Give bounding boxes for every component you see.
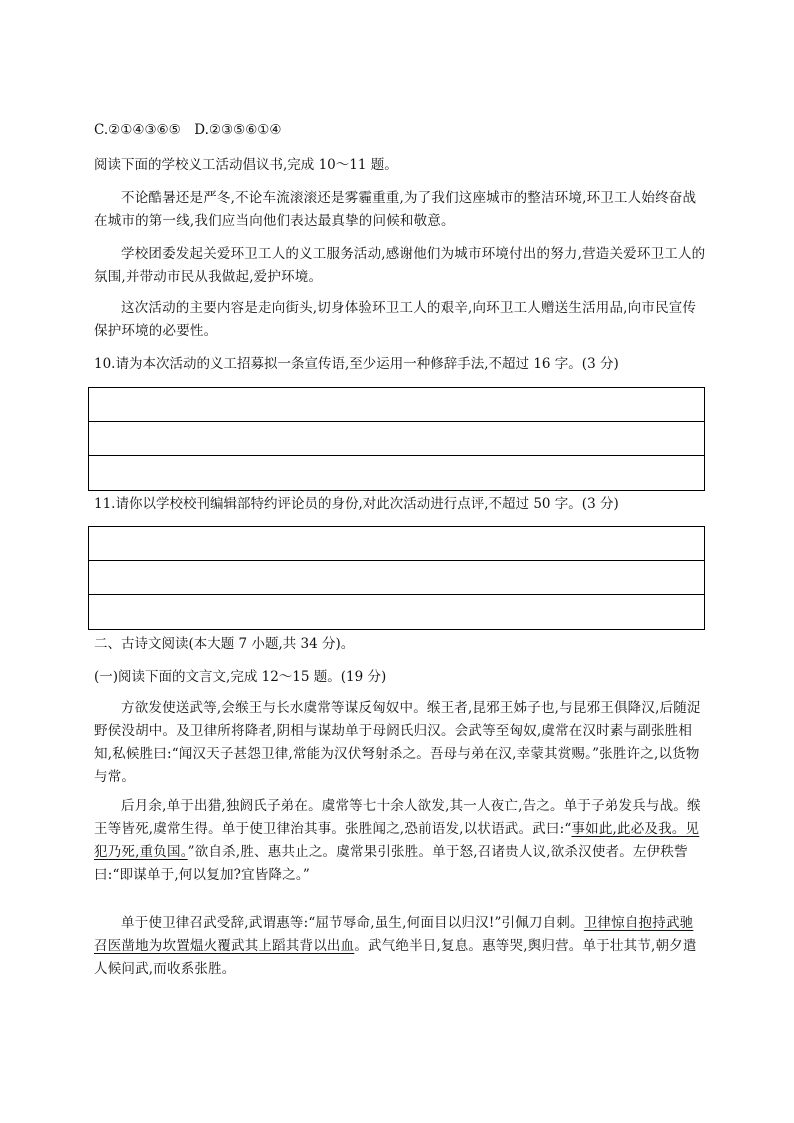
classical-paragraph-1: 方欲发使送武等,会缑王与长水虞常等谋反匈奴中。缑王者,昆邪王姊子也,与昆邪王俱降汉,后随浞野侯没胡中。及卫律所将降者,阴相与谋劫单于母阏氏归汉。会武等至匈奴,虞常在汉时素与副张胜相知,私候胜曰:“闻汉天子甚怨卫律,常能为汉伏弩射杀之。吾母与弟在汉,幸蒙其赏赐。”张胜许之,以货物与常。 bbox=[94, 700, 701, 785]
answer-box-q10[interactable] bbox=[88, 387, 705, 491]
choice-options-line: C.②①④③⑥⑤ D.②③⑤⑥①④ bbox=[94, 122, 282, 138]
answer-line[interactable] bbox=[89, 595, 704, 629]
classical-paragraph-2-text-a: 后月余,单于出猎,独阏氏子弟在。虞常等七十余人欲发,其一人夜亡,告之。单于子弟发兵与战。缑王等皆死,虞常生得。单于使卫律治其事。张胜闻之,恐前语发,以状语武。武曰:“ bbox=[94, 798, 701, 837]
reading-instruction-10-11: 阅读下面的学校义工活动倡议书,完成 10～11 题。 bbox=[94, 157, 398, 173]
proposal-paragraph-1: 不论酷暑还是严冬,不论车流滚滚还是雾霾重重,为了我们这座城市的整洁环境,环卫工人始终奋战在城市的第一线,我们应当向他们表达最真挚的问候和敬意。 bbox=[94, 190, 697, 229]
question-10: 10.请为本次活动的义工招募拟一条宣传语,至少运用一种修辞手法,不超过 16 字。(3 分) bbox=[94, 356, 619, 372]
classical-paragraph-2-text-b: ”欲自杀,胜、惠共止之。虞常果引张胜。单于怒,召诸贵人议,欲杀汉使者。左伊秩訾曰:“即谋单于,何以复加?宜皆降之。” bbox=[94, 844, 688, 883]
section-2-heading: 二、古诗文阅读(本大题 7 小题,共 34 分)。 bbox=[94, 636, 355, 652]
classical-paragraph-3-text-a: 单于使卫律召武受辞,武谓惠等:“屈节辱命,虽生,何面目以归汉!”引佩刀自刺。 bbox=[121, 915, 584, 931]
classical-paragraph-3 bbox=[94, 912, 706, 981]
classical-paragraph-3-text-b: 。武气绝半日,复息。惠等哭,舆归营。单于壮其节,朝夕遣人候问武,而收系张胜。 bbox=[94, 938, 697, 977]
underlined-sentence-2: 卫律惊自抱持武驰召医凿地为坎置煴火覆武其上蹈其背以出血 bbox=[94, 915, 694, 954]
proposal-paragraph-3: 这次活动的主要内容是走向街头,切身体验环卫工人的艰辛,向环卫工人赠送生活用品,向市民宣传保护环境的必要性。 bbox=[94, 300, 697, 339]
answer-line[interactable] bbox=[89, 561, 704, 595]
classical-reading-instruction: (一)阅读下面的文言文,完成 12～15 题。(19 分) bbox=[94, 669, 387, 685]
question-11: 11.请你以学校校刊编辑部特约评论员的身份,对此次活动进行点评,不超过 50 字。(3 分) bbox=[94, 496, 619, 512]
underlined-sentence-1: 事如此,此必及我。见犯乃死,重负国。 bbox=[94, 821, 700, 860]
answer-line[interactable] bbox=[89, 422, 704, 456]
proposal-paragraph-2: 学校团委发起关爱环卫工人的义工服务活动,感谢他们为城市环境付出的努力,营造关爱环卫工人的氛围,并带动市民从我做起,爱护环境。 bbox=[94, 246, 706, 285]
answer-line[interactable] bbox=[89, 388, 704, 422]
answer-box-q11[interactable] bbox=[88, 526, 705, 630]
answer-line[interactable] bbox=[89, 456, 704, 490]
answer-line[interactable] bbox=[89, 527, 704, 561]
classical-paragraph-2 bbox=[94, 795, 706, 887]
